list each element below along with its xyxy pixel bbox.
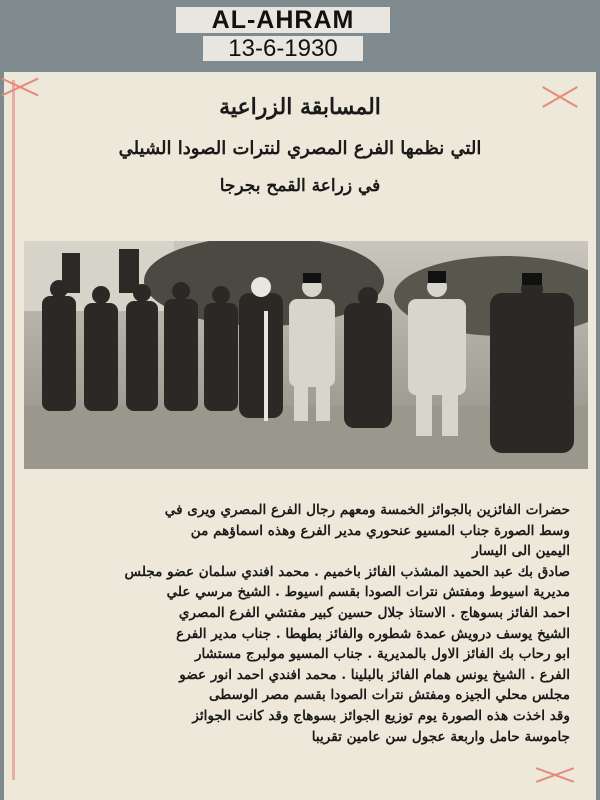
article-body xyxy=(30,500,570,747)
group-photo-illustration xyxy=(24,241,588,469)
body-line: مجلس محلي الجيزه ومفتش نترات الصودا بقسم مصر الوسطى xyxy=(209,687,570,704)
body-line: الشيخ يوسف درويش عمدة شطوره والفائز بطهطا . جناب مدير الفرع xyxy=(176,625,570,642)
group-photo xyxy=(24,241,588,469)
red-corner-mark-icon xyxy=(0,72,40,102)
body-line: حضرات الفائزين بالجوائز الخمسة ومعهم رجال الفرع المصري ويرى في xyxy=(164,502,570,518)
body-line: احمد الفائز بسوهاج . الاستاذ جلال حسين كبير مفتشي الفرع المصري xyxy=(178,604,570,621)
article-title: المسابقة الزراعية xyxy=(219,94,381,120)
article-subtitle-second: في زراعة القمح بجرجا xyxy=(219,176,381,196)
archive-label xyxy=(174,7,392,63)
body-line: ابو رحاب بك الفائز الاول بالمديرية . جناب المسيو مولبرج مستشار xyxy=(194,646,570,663)
body-line: وقد اخذت هذه الصورة يوم توزيع الجوائز بسوهاج وقد كانت الجوائز xyxy=(192,707,570,724)
publication-date: 13-6-1930 xyxy=(203,36,363,61)
red-corner-mark-icon xyxy=(535,760,575,790)
body-line: اليمين الى اليسار xyxy=(472,543,570,560)
publication-name: AL-AHRAM xyxy=(176,7,390,33)
article-subtitle: التي نظمها الفرع المصري لنترات الصودا الشيلي xyxy=(118,138,482,159)
body-line: جاموسة حامل واربعة عجول سن عامين تقريبا xyxy=(311,728,570,745)
body-line: الفرع . الشيخ يونس همام الفائز بالبلينا . محمد افندي احمد انور عضو xyxy=(179,666,570,683)
red-margin-line xyxy=(12,80,15,780)
body-line: وسط الصورة جناب المسيو عنحوري مدير الفرع وهذه اسماؤهم من xyxy=(190,522,570,539)
red-corner-mark-icon xyxy=(540,82,580,112)
body-line: صادق بك عبد الحميد المشذب الفائز باخميم . محمد افندي سلمان عضو مجلس xyxy=(124,563,570,580)
body-line: مديرية اسيوط ومفتش نترات الصودا بقسم اسيوط . الشيخ مرسي علي xyxy=(166,584,570,601)
